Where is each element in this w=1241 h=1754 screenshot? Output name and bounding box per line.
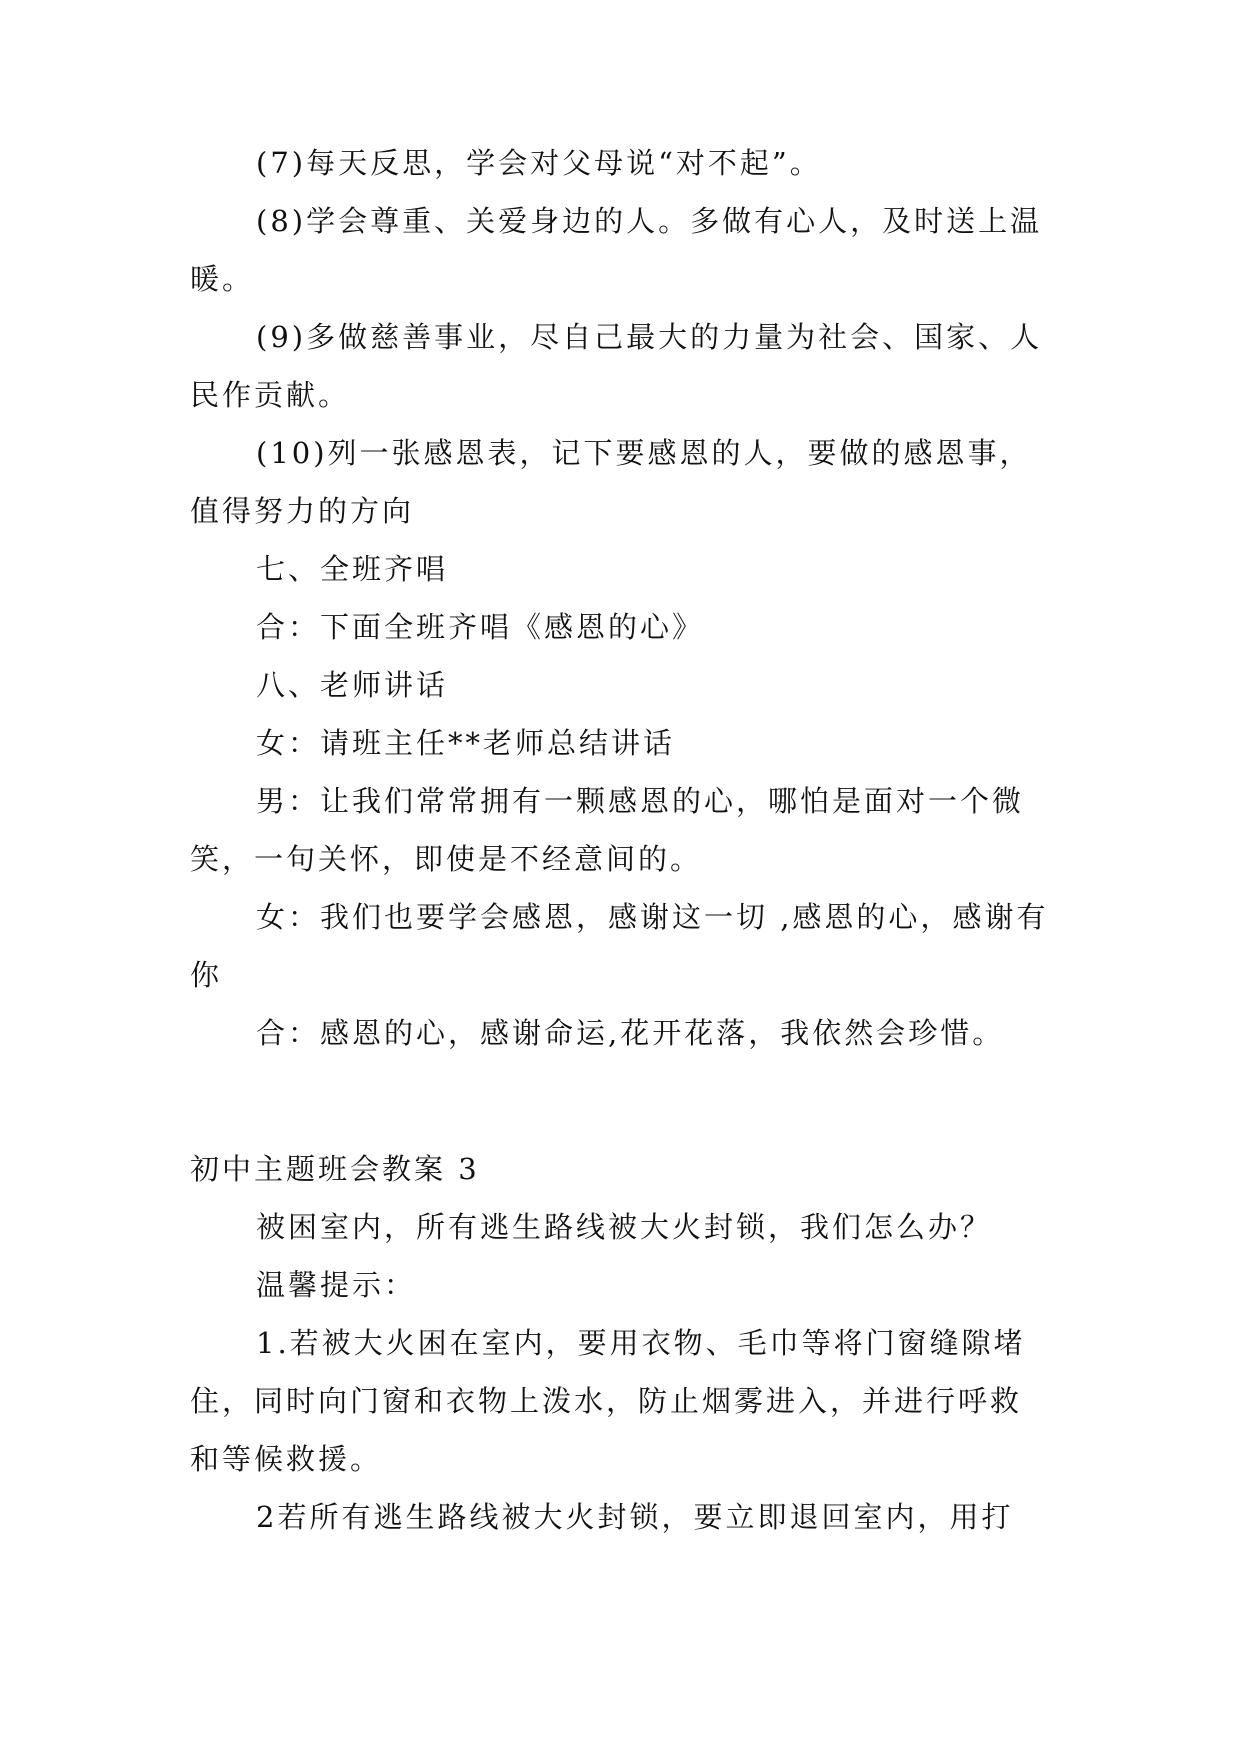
section-heading-seven: 七、全班齐唱 <box>256 552 449 586</box>
paragraph-item-9: (9)多做慈善事业，尽自己最大的力量为社会、国家、人民作贡献。 <box>190 320 1043 412</box>
paragraph-item-7: (7)每天反思，学会对父母说“对不起”。 <box>256 146 822 180</box>
section-paragraph-1: 被困室内，所有逃生路线被大火封锁，我们怎么办？ <box>256 1210 993 1244</box>
section-paragraph-4: 2若所有逃生路线被大火封锁，要立即退回室内，用打 <box>256 1500 1014 1534</box>
section-paragraph-2: 温馨提示： <box>256 1268 417 1302</box>
dialogue-line-male-1: 男：让我们常常拥有一颗感恩的心，哪怕是面对一个微笑，一句关怀，即使是不经意间的。 <box>190 784 1025 876</box>
section-heading-eight: 八、老师讲话 <box>256 668 449 702</box>
section-paragraph-3: 1.若被大火困在室内，要用衣物、毛巾等将门窗缝隙堵住，同时向门窗和衣物上泼水，防止烟雾进入，并进行呼救和等候救援。 <box>190 1326 1026 1476</box>
dialogue-line-chorus-2: 合：感恩的心，感谢命运,花开花落，我依然会珍惜。 <box>256 1016 1005 1050</box>
paragraph-item-8: (8)学会尊重、关爱身边的人。多做有心人，及时送上温暖。 <box>190 204 1043 296</box>
section-title: 初中主题班会教案 3 <box>190 1152 480 1186</box>
dialogue-line-female-1: 女：请班主任**老师总结讲话 <box>256 726 676 760</box>
dialogue-line-chorus-1: 合：下面全班齐唱《感恩的心》 <box>256 610 705 644</box>
paragraph-item-10: (10)列一张感恩表，记下要感恩的人，要做的感恩事，值得努力的方向 <box>190 436 1032 528</box>
dialogue-line-female-2: 女：我们也要学会感恩，感谢这一切 ,感恩的心，感谢有你 <box>190 900 1049 992</box>
